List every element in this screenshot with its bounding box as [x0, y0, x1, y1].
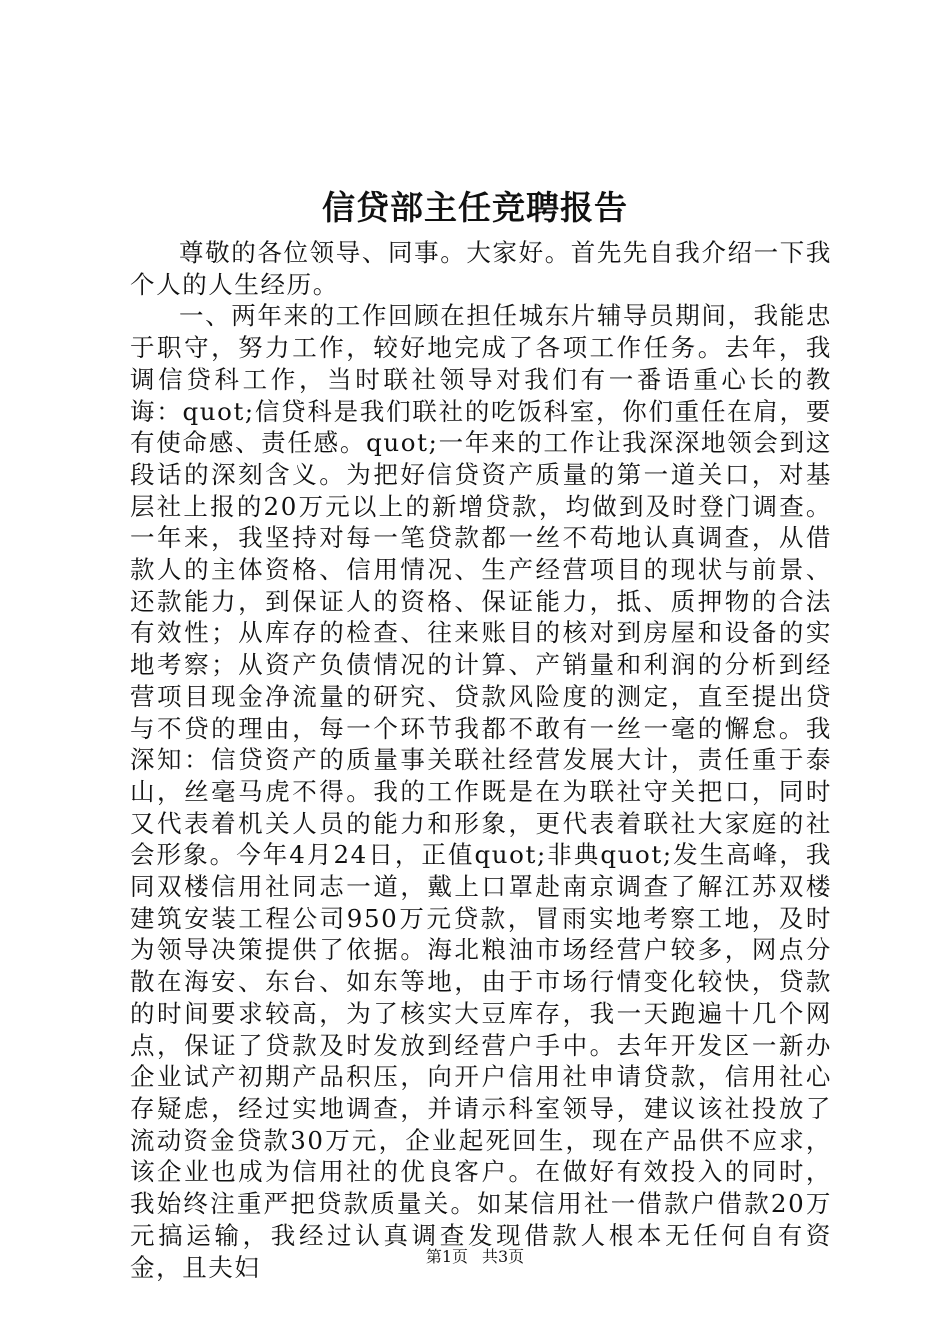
paragraph-work-review: 一、两年来的工作回顾在担任城东片辅导员期间，我能忠于职守，努力工作，较好地完成了各项工作任务。去年，我调信贷科工作，当时联社领导对我们有一番语重心长的教诲：quot;信贷科是我们联社的吃饭科室，你们重任在肩，要有使命感、责任感。quot;一年来的工作让我深深地领会到这段话的深刻含义。为把好信贷资产质量的第一道关口，对基层社上报的20万元以上的新增贷款，均做到及时登门调查。一年来，我坚持对每一笔贷款都一丝不苟地认真调查，从借款人的主体资格、信用情况、生产经营项目的现状与前景、还款能力，到保证人的资格、保证能力，抵、质押物的合法有效性；从库存的检查、往来账目的核对到房屋和设备的实地考察；从资产负债情况的计算、产销量和利润的分析到经营项目现金净流量的研究、贷款风险度的测定，直至提出贷与不贷的理由，每一个环节我都不敢有一丝一毫的懈怠。我深知：信贷资产的质量事关联社经营发展大计，责任重于泰山，丝毫马虎不得。我的工作既是在为联社守关把口，同时又代表着机关人员的能力和形象，更代表着联社大家庭的社会形象。今年4月24日，正值quot;非典quot;发生高峰，我同双楼信用社同志一道，戴上口罩赴南京调查了解江苏双楼建筑安装工程公司950万元贷款，冒雨实地考察工地，及时为领导决策提供了依据。海北粮油市场经营户较多，网点分散在海安、东台、如东等地，由于市场行情变化较快，贷款的时间要求较高，为了核实大豆库存，我一天跑遍十几个网点，保证了贷款及时发放到经营户手中。去年开发区一新办企业试产初期产品积压，向开户信用社申请贷款，信用社心存疑虑，经过实地调查，并请示科室领导，建议该社投放了流动资金贷款30万元，企业起死回生，现在产品供不应求，该企业也成为信用社的优良客户。在做好有效投入的同时，我始终注重严把贷款质量关。如某信用社一借款户借款20万元搞运输，我经过认真调查发现借款人根本无任何自有资金，且夫妇: [130, 301, 832, 1282]
page-total: 共3页: [482, 1247, 525, 1266]
paragraph-greeting: 尊敬的各位领导、同事。大家好。首先先自我介绍一下我个人的人生经历。: [130, 238, 832, 299]
document-body: [130, 237, 832, 1283]
document-title: 信贷部主任竞聘报告: [322, 188, 628, 227]
page-footer: [0, 1245, 950, 1269]
page-number: 第1页: [425, 1247, 468, 1266]
